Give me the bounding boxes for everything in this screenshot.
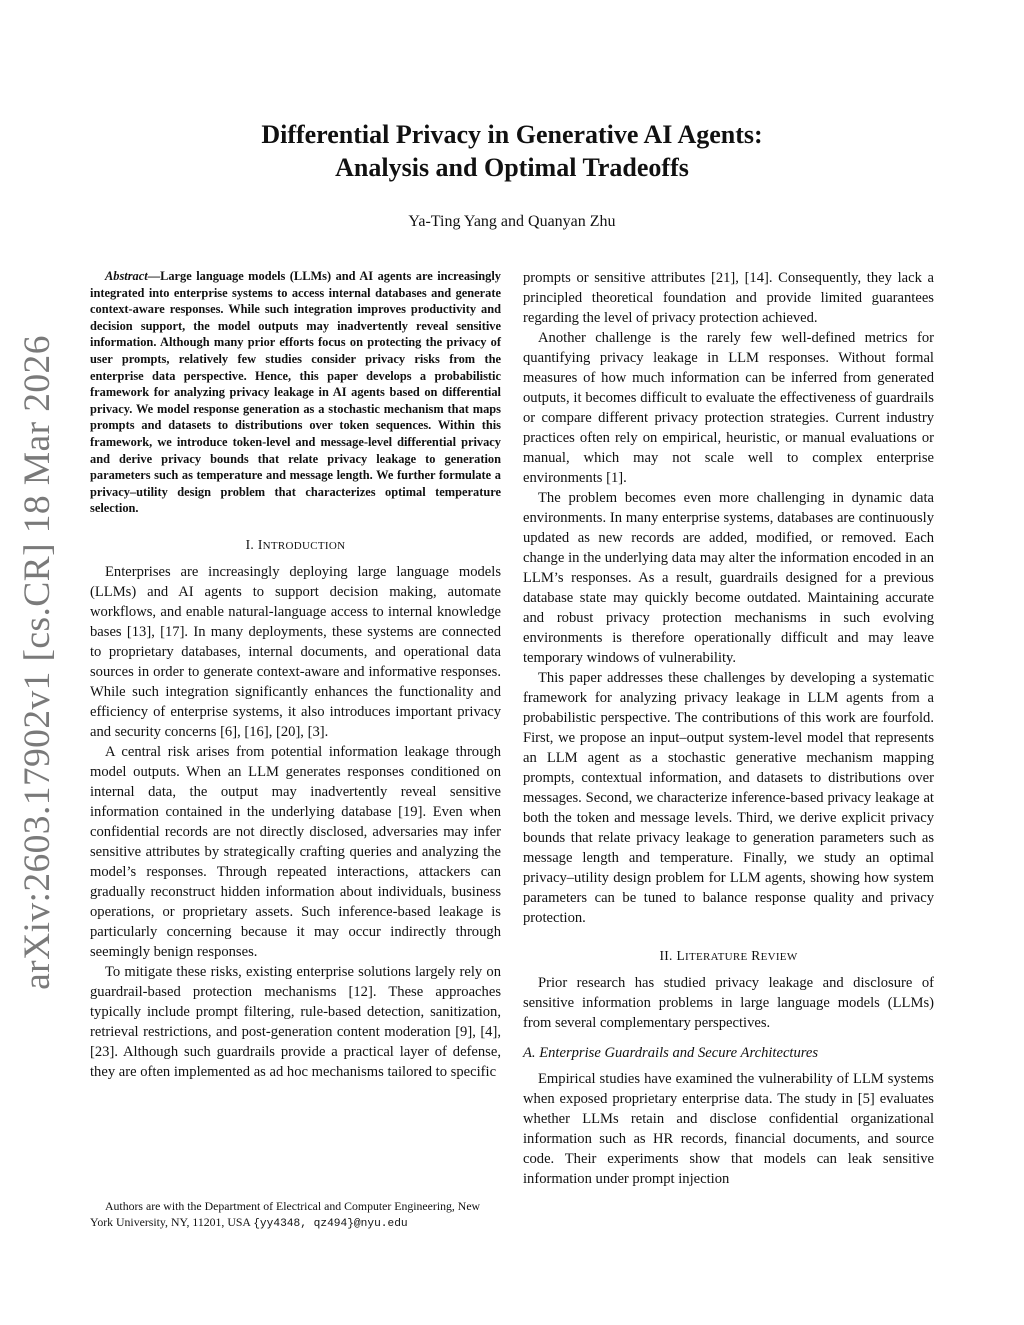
arxiv-id-text: arXiv:2603.17902v1 [cs.CR] 18 Mar 2026 [16, 334, 58, 990]
title-line-1: Differential Privacy in Generative AI Agents: [261, 120, 763, 149]
intro-paragraph-3: To mitigate these risks, existing enterprise solutions largely rely on guardrail-based protection mechanisms [12]. These approaches typically include prompt filtering, rule-based detection, sanitization, retrieval restrictions, and post-generation content moderation [9], [4], [23]. Although such guardrails provide a practical layer of defense, they are often implemented as ad hoc mechanisms tailored to specific [90, 963, 501, 1080]
intro-paragraph-5: The problem becomes even more challenging in dynamic data environments. In many enterprise systems, databases are continuously updated as new records are added, modified, or removed. Each change in the underlying data may alter the information encoded in an LLM’s responses. As a result, guardrails designed for a previous database state may quickly become outdated. Maintaining accurate and robust privacy protection mechanisms in such evolving environments is therefore operationally difficult and may leave temporary windows of vulnerability. [523, 490, 934, 666]
section-initial: R [751, 948, 761, 963]
footnote-email: {yy4348, qz494}@nyu.edu [253, 1218, 408, 1230]
footnote-text: Authors are with the Department of Electrical and Computer Engineering, New York University, NY, 11201, USA [90, 1199, 481, 1229]
left-column [90, 268, 501, 1082]
section-smallcaps: ITERATURE [684, 951, 748, 963]
author-footnote [90, 1198, 501, 1232]
section-smallcaps: NTRODUCTION [262, 539, 346, 552]
literature-paragraph-1: Prior research has studied privacy leakage and disclosure of sensitive information problems in large language models (LLMs) from several complementary perspectives. [523, 975, 934, 1031]
section-numeral: I. [245, 536, 255, 552]
section-initial: I [257, 536, 263, 552]
abstract-label: Abstract [105, 269, 148, 283]
section-heading-introduction [90, 535, 501, 556]
arxiv-identifier [12, 334, 62, 990]
intro-paragraph-1: Enterprises are increasingly deploying large language models (LLMs) and AI agents to support decision making, automate workflows, and enable natural-language access to internal knowledge bases [13], [17]. In many deployments, these systems are connected to proprietary databases, internal documents, and operational data sources in order to generate context-aware and informative responses. While such integration significantly enhances the functionality and efficiency of enterprise systems, it also introduces important privacy and security concerns [6], [16], [20], [3]. [90, 563, 501, 740]
abstract-text: Large language models (LLMs) and AI agents are increasingly integrated into enterprise systems to access internal databases and generate context-aware responses. While such integration improves productivity and decision support, the model outputs may inadvertently reveal sensitive information. Although many prior efforts focus on protecting the privacy of user prompts, relatively few studies consider privacy risks from the enterprise data perspective. Hence, this paper develops a probabilistic framework for analyzing privacy leakage in AI agents based on differential privacy. We model response generation as a stochastic mechanism that maps prompts and datasets to distributions over token sequences. Within this framework, we introduce token-level and message-level differential privacy and derive privacy bounds that relate privacy leakage to generation parameters such as temperature and message length. We further formulate a privacy–utility design problem that characterizes optimal temperature selection. [90, 269, 501, 516]
section-smallcaps: EVIEW [760, 951, 798, 963]
paper-title [100, 118, 924, 184]
intro-paragraph-4: Another challenge is the rarely few well-defined metrics for quantifying privacy leakage in LLM responses. Without formal measures of how much information can be inferred from generated outputs, it becomes difficult to evaluate the effectiveness of guardrails or compare different privacy protection strategies. Current industry practices often rely on empirical, heuristic, or manual evaluations or manual, which may not scale well to complex enterprise environments [1]. [523, 330, 934, 486]
abstract [90, 268, 501, 517]
intro-continued-paragraph: prompts or sensitive attributes [21], [14]. Consequently, they lack a principled theoretical foundation and provide limited guarantees regarding the level of privacy protection achieved. [523, 270, 934, 326]
intro-paragraph-6: This paper addresses these challenges by developing a systematic framework for analyzing privacy leakage in LLM agents from a probabilistic perspective. The contributions of this work are fourfold. First, we propose an input–output system-level model that represents an LLM agent as a stochastic generative mechanism mapping prompts, contextual information, and datasets to distributions over messages. Second, we characterize inference-based privacy leakage at both the token and message levels. Third, we derive explicit privacy bounds that relate privacy leakage to generation parameters such as message length and temperature. Finally, we study an optimal privacy–utility design problem for LLM agents, showing how system parameters can be tuned to balance response quality and privacy protection. [523, 670, 934, 926]
right-column [523, 268, 934, 1189]
section-numeral: II. [659, 948, 673, 963]
title-line-2: Analysis and Optimal Tradeoffs [335, 153, 689, 182]
author-list: Ya-Ting Yang and Quanyan Zhu [408, 213, 616, 230]
subsection-a-paragraph: Empirical studies have examined the vulnerability of LLM systems when exposed proprietary enterprise data. The study in [5] evaluates whether LLMs retain and disclose confidential organizational information such as HR records, financial documents, and source code. Their experiments show that models can leak sensitive information under prompt injection [523, 1071, 934, 1187]
section-initial: L [676, 948, 685, 963]
intro-paragraph-2: A central risk arises from potential information leakage through model outputs. When an LLM generates responses conditioned on internal data, the output may inadvertently reveal sensitive information contained in the underlying database [19]. Even when confidential records are not directly disclosed, adversaries may infer sensitive attributes by strategically crafting queries and analyzing the model’s responses. Through repeated interactions, attackers can gradually reconstruct hidden information about individuals, business operations, or proprietary assets. Such inference-based leakage is particularly concerning because it may occur indirectly through seemingly benign responses. [90, 743, 501, 960]
section-heading-literature-review [523, 946, 934, 967]
abstract-dash: — [147, 269, 161, 283]
subsection-heading-a: A. Enterprise Guardrails and Secure Architectures [523, 1045, 819, 1061]
